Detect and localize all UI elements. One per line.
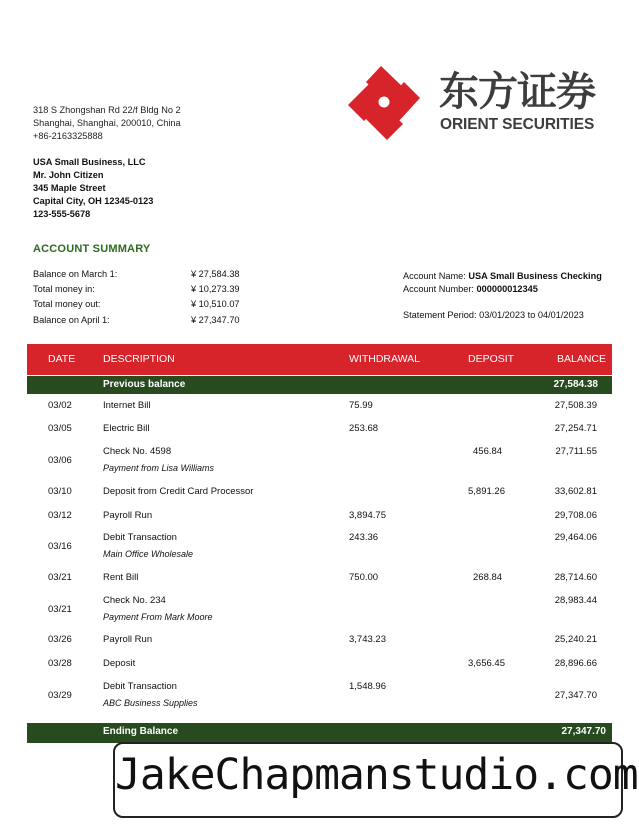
tx-date: 03/02 <box>48 400 72 411</box>
account-number <box>403 284 538 294</box>
tx-withdrawal: 75.99 <box>349 400 373 411</box>
account-number-value: 000000012345 <box>476 284 538 294</box>
tx-description: Rent Bill <box>103 572 139 583</box>
account-name <box>403 271 602 281</box>
client-city: Capital City, OH 12345-0123 <box>33 196 154 206</box>
summary-label: Balance on March 1: <box>33 269 118 279</box>
account-summary-title: ACCOUNT SUMMARY <box>33 243 151 255</box>
logo-english-text: ORIENT SECURITIES <box>440 116 595 133</box>
account-number-label: Account Number: <box>403 284 474 294</box>
tx-date: 03/12 <box>48 510 72 521</box>
bank-address-line: Shanghai, Shanghai, 200010, China <box>33 118 181 128</box>
tx-description: Payroll Run <box>103 510 153 521</box>
tx-description: Payroll Run <box>103 634 153 645</box>
tx-balance: 27,508.39 <box>554 400 597 411</box>
ending-balance-value: 27,347.70 <box>561 726 606 737</box>
statement-period <box>403 310 584 320</box>
watermark-text: JakeChapmanstudio.com <box>115 750 638 800</box>
client-street: 345 Maple Street <box>33 183 106 193</box>
tx-deposit: 3,656.45 <box>468 658 505 669</box>
ending-balance-label: Ending Balance <box>103 726 179 737</box>
account-name-label: Account Name: <box>403 271 466 281</box>
tx-balance: 29,464.06 <box>554 532 597 543</box>
summary-label: Total money out: <box>33 299 101 309</box>
tx-withdrawal: 3,894.75 <box>349 510 386 521</box>
tx-date: 03/05 <box>48 423 72 434</box>
tx-date: 03/29 <box>48 690 72 701</box>
tx-withdrawal: 3,743.23 <box>349 634 386 645</box>
summary-value: ¥ 10,273.39 <box>191 284 240 294</box>
orient-securities-logo <box>348 64 612 140</box>
watermark-banner <box>113 742 638 818</box>
tx-balance: 29,708.06 <box>554 510 597 521</box>
client-company: USA Small Business, LLC <box>33 157 146 167</box>
column-header-withdrawal: WITHDRAWAL <box>349 353 420 365</box>
previous-balance-label: Previous balance <box>103 379 186 390</box>
tx-date: 03/28 <box>48 658 72 669</box>
tx-description: Deposit <box>103 658 136 669</box>
summary-value: ¥ 27,347.70 <box>191 315 240 325</box>
tx-deposit: 5,891.26 <box>468 486 505 497</box>
tx-balance: 28,714.60 <box>554 572 597 583</box>
bank-address <box>33 104 181 143</box>
tx-balance: 27,711.55 <box>555 446 597 457</box>
tx-memo: Payment From Mark Moore <box>103 612 213 622</box>
tx-balance: 28,896.66 <box>554 658 597 669</box>
summary-label: Total money in: <box>33 284 95 294</box>
tx-deposit: 268.84 <box>473 572 503 583</box>
tx-description: Internet Bill <box>103 400 151 411</box>
summary-value: ¥ 10,510.07 <box>191 299 240 309</box>
tx-description: Debit Transaction <box>103 681 177 692</box>
client-phone: 123-555-5678 <box>33 209 91 219</box>
tx-memo: Payment from Lisa Williams <box>103 463 214 473</box>
previous-balance-value: 27,584.38 <box>553 379 598 390</box>
tx-withdrawal: 253.68 <box>349 423 379 434</box>
logo-mark-icon <box>348 64 420 140</box>
tx-date: 03/21 <box>48 604 72 615</box>
bank-address-line: 318 S Zhongshan Rd 22/f Bldg No 2 <box>33 105 181 115</box>
previous-balance-row <box>27 376 612 394</box>
client-contact: Mr. John Citizen <box>33 170 104 180</box>
tx-withdrawal: 1,548.96 <box>349 681 386 692</box>
transactions-table-header <box>27 344 612 375</box>
logo-chinese-text: 东方证券 <box>439 69 595 115</box>
account-name-value: USA Small Business Checking <box>468 271 602 281</box>
column-header-deposit: DEPOSIT <box>468 353 515 365</box>
tx-balance: 28,983.44 <box>554 595 597 606</box>
tx-date: 03/10 <box>48 486 72 497</box>
client-address <box>33 156 153 221</box>
tx-description: Check No. 234 <box>103 595 166 606</box>
statement-period-label: Statement Period: <box>403 310 477 320</box>
column-header-date: DATE <box>48 353 76 365</box>
tx-balance: 27,254.71 <box>554 423 597 434</box>
summary-value: ¥ 27,584.38 <box>191 269 240 279</box>
tx-date: 03/06 <box>48 455 72 466</box>
tx-memo: Main Office Wholesale <box>103 549 194 559</box>
tx-description: Check No. 4598 <box>103 446 172 457</box>
statement-period-value: 03/01/2023 to 04/01/2023 <box>479 310 584 320</box>
tx-date: 03/16 <box>48 541 72 552</box>
tx-description: Deposit from Credit Card Processor <box>103 486 254 497</box>
tx-deposit: 456.84 <box>473 446 503 457</box>
bank-phone: +86-2163325888 <box>33 131 103 141</box>
tx-date: 03/21 <box>48 572 72 583</box>
tx-balance: 27,347.70 <box>554 690 597 701</box>
ending-balance-row <box>27 723 612 743</box>
tx-withdrawal: 750.00 <box>349 572 379 583</box>
tx-memo: ABC Business Supplies <box>103 698 198 708</box>
column-header-balance: BALANCE <box>556 353 606 365</box>
tx-withdrawal: 243.36 <box>349 532 379 543</box>
tx-description: Debit Transaction <box>103 532 177 543</box>
column-header-description: DESCRIPTION <box>103 353 175 365</box>
tx-balance: 25,240.21 <box>554 634 597 645</box>
tx-date: 03/26 <box>48 634 72 645</box>
summary-label: Balance on April 1: <box>33 315 110 325</box>
tx-balance: 33,602.81 <box>554 486 597 497</box>
tx-description: Electric Bill <box>103 423 150 434</box>
